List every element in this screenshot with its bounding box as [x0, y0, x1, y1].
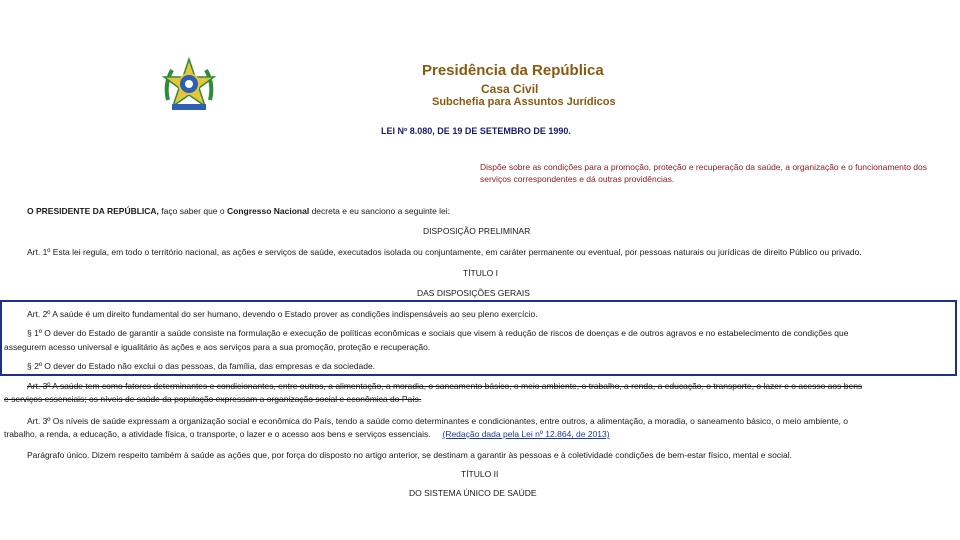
page-title: Presidência da República [422, 62, 604, 79]
article-3-cont-text: trabalho, a renda, a educação, a atividade física, o transporte, o lazer e o acesso aos bens e serviços essenciais. [4, 429, 431, 439]
intro-president: O PRESIDENTE DA REPÚBLICA, [27, 206, 159, 216]
law-title-link[interactable]: LEI Nº 8.080, DE 19 DE SETEMBRO DE 1990. [381, 126, 571, 136]
article-3-revoked: Art. 3º A saúde tem como fatores determinantes e condicionantes, entre outros, a alimentação, a moradia, o saneamento básico, o meio ambiente, o trabalho, a renda, a educação, o transporte, o lazer e o acesso aos bens [27, 381, 863, 391]
article-3-cont [4, 429, 610, 439]
page-subtitle-2: Subchefia para Assuntos Jurídicos [432, 96, 616, 108]
article-3-revoked-cont: e serviços essenciais; os níveis de saúde da população expressam a organização social e econômica do País. [4, 394, 422, 404]
law-summary: Dispõe sobre as condições para a promoção, proteção e recuperação da saúde, a organização e o funcionamento dos serviços correspondentes e dá outras providências. [480, 162, 928, 184]
article-1: Art. 1º Esta lei regula, em todo o território nacional, as ações e serviços de saúde, executados isolada ou conjuntamente, em caráter permanente ou eventual, por pessoas naturais ou jurídicas de direito Público ou privado. [27, 247, 862, 257]
title-1-name: DAS DISPOSIÇÕES GERAIS [417, 288, 530, 298]
article-2-paragraph-2: § 2º O dever do Estado não exclui o das pessoas, da família, das empresas e da sociedade. [27, 361, 376, 371]
intro-paragraph [27, 206, 450, 216]
article-3: Art. 3º Os níveis de saúde expressam a organização social e econômica do País, tendo a saúde como determinantes e condicionantes, entre outros, a alimentação, a moradia, o saneamento básico, o meio ambiente, o [27, 416, 848, 426]
intro-mid: faço saber que o [161, 206, 225, 216]
page-subtitle: Casa Civil [481, 82, 539, 96]
section-preliminary: DISPOSIÇÃO PRELIMINAR [423, 226, 531, 236]
intro-congress: Congresso Nacional [227, 206, 310, 216]
amendment-link[interactable]: (Redação dada pela Lei nº 12.864, de 2013) [442, 429, 610, 439]
intro-suffix: decreta e eu sanciono a seguinte lei: [311, 206, 451, 216]
article-2: Art. 2º A saúde é um direito fundamental do ser humano, devendo o Estado prover as condições indispensáveis ao seu pleno exercício. [27, 309, 538, 319]
title-2-name: DO SISTEMA ÚNICO DE SAÚDE [409, 488, 537, 498]
coat-of-arms-logo [160, 56, 218, 114]
article-2-paragraph-1: § 1º O dever do Estado de garantir a saúde consiste na formulação e execução de políticas econômicas e sociais que visem à redução de riscos de doenças e de outros agravos e no estabelecimento de condições que [27, 328, 849, 338]
article-2-paragraph-1-cont: assegurem acesso universal e igualitário às ações e aos serviços para a sua promoção, proteção e recuperação. [4, 342, 431, 352]
title-2: TÍTULO II [461, 469, 499, 479]
title-1: TÍTULO I [463, 268, 498, 278]
sole-paragraph: Parágrafo único. Dizem respeito também à saúde as ações que, por força do disposto no artigo anterior, se destinam a garantir às pessoas e à coletividade condições de bem-estar físico, mental e social. [27, 450, 792, 460]
